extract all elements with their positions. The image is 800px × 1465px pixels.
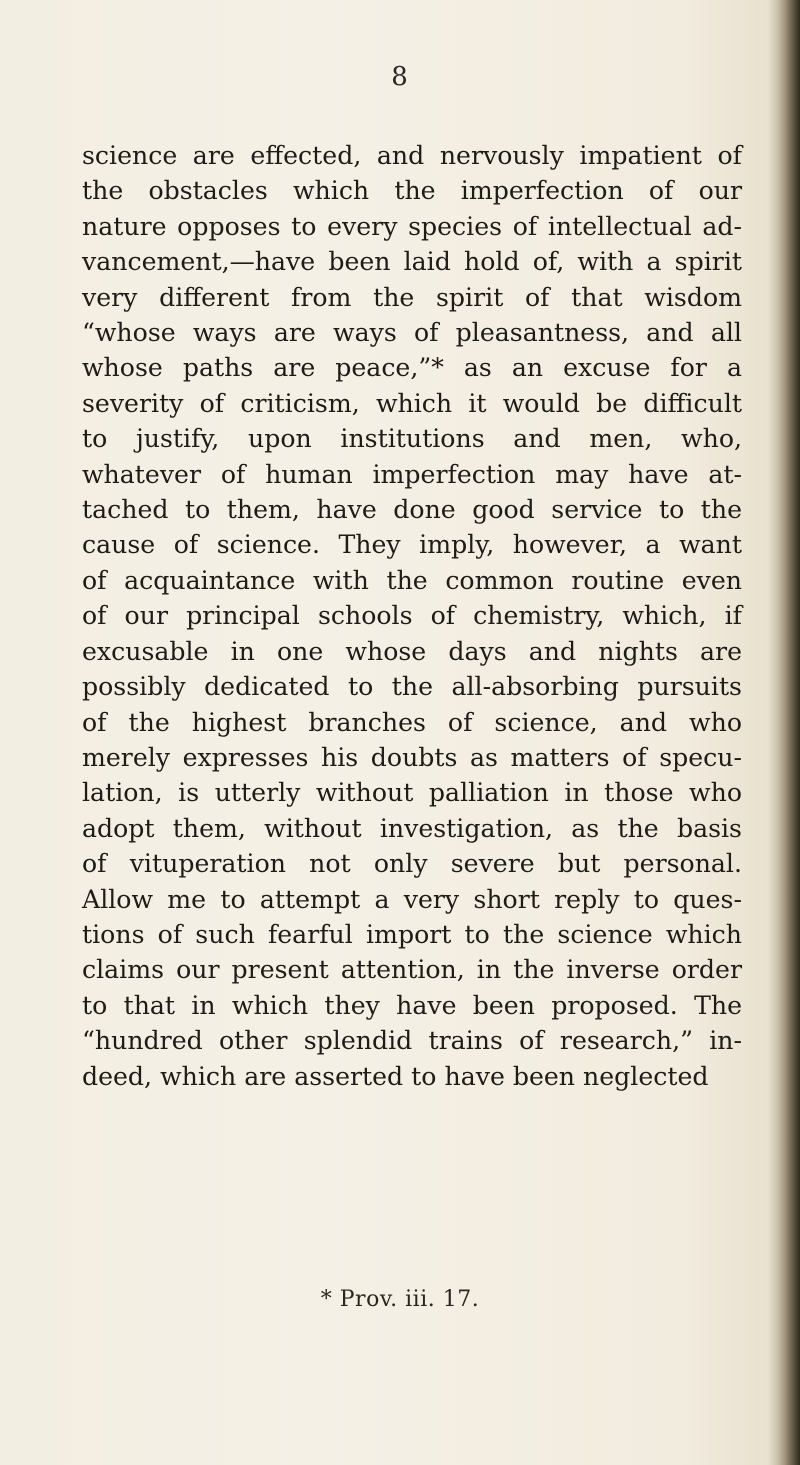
text-line: severity of criticism, which it would be difficult bbox=[82, 388, 742, 418]
text-line: cause of science. They imply, however, a want bbox=[82, 530, 742, 560]
page-edge-shadow bbox=[778, 0, 800, 1465]
text-line: of our principal schools of chemistry, which, if bbox=[82, 601, 742, 631]
text-line: possibly dedicated to the all-absorbing pursuits bbox=[82, 672, 742, 702]
body-text bbox=[82, 138, 742, 1094]
text-line: vancement,—have been laid hold of, with a spirit bbox=[82, 247, 742, 277]
text-line: tions of such fearful import to the science which bbox=[82, 919, 742, 949]
text-line: to that in which they have been proposed. The bbox=[82, 990, 742, 1020]
text-line: tached to them, have done good service to the bbox=[82, 495, 742, 525]
text-line: whatever of human imperfection may have at- bbox=[82, 459, 742, 489]
text-line: Allow me to attempt a very short reply to ques- bbox=[82, 884, 742, 914]
text-line: adopt them, without investigation, as the basis bbox=[82, 813, 742, 843]
text-line: merely expresses his doubts as matters of specu- bbox=[82, 742, 742, 772]
text-line: lation, is utterly without palliation in those who bbox=[82, 778, 742, 808]
text-line: excusable in one whose days and nights are bbox=[82, 636, 742, 666]
text-line: of the highest branches of science, and who bbox=[82, 707, 742, 737]
text-line: deed, which are asserted to have been neglected bbox=[82, 1061, 709, 1091]
page-number: 8 bbox=[391, 62, 409, 92]
text-line: claims our present attention, in the inverse order bbox=[82, 955, 742, 985]
text-line: of vituperation not only severe but personal. bbox=[82, 849, 742, 879]
text-line: “whose ways are ways of pleasantness, and all bbox=[82, 318, 742, 348]
text-line: very different from the spirit of that wisdom bbox=[82, 282, 742, 312]
footnote: * Prov. iii. 17. bbox=[320, 1287, 480, 1312]
text-line: to justify, upon institutions and men, who, bbox=[82, 424, 742, 454]
text-line: “hundred other splendid trains of research,” in- bbox=[82, 1026, 742, 1056]
text-line: science are effected, and nervously impatient of bbox=[82, 141, 742, 170]
text-line: whose paths are peace,”* as an excuse for a bbox=[82, 353, 742, 383]
text-line: nature opposes to every species of intellectual ad- bbox=[82, 211, 742, 241]
text-line: the obstacles which the imperfection of our bbox=[82, 176, 742, 206]
text-line: of acquaintance with the common routine even bbox=[82, 565, 742, 595]
